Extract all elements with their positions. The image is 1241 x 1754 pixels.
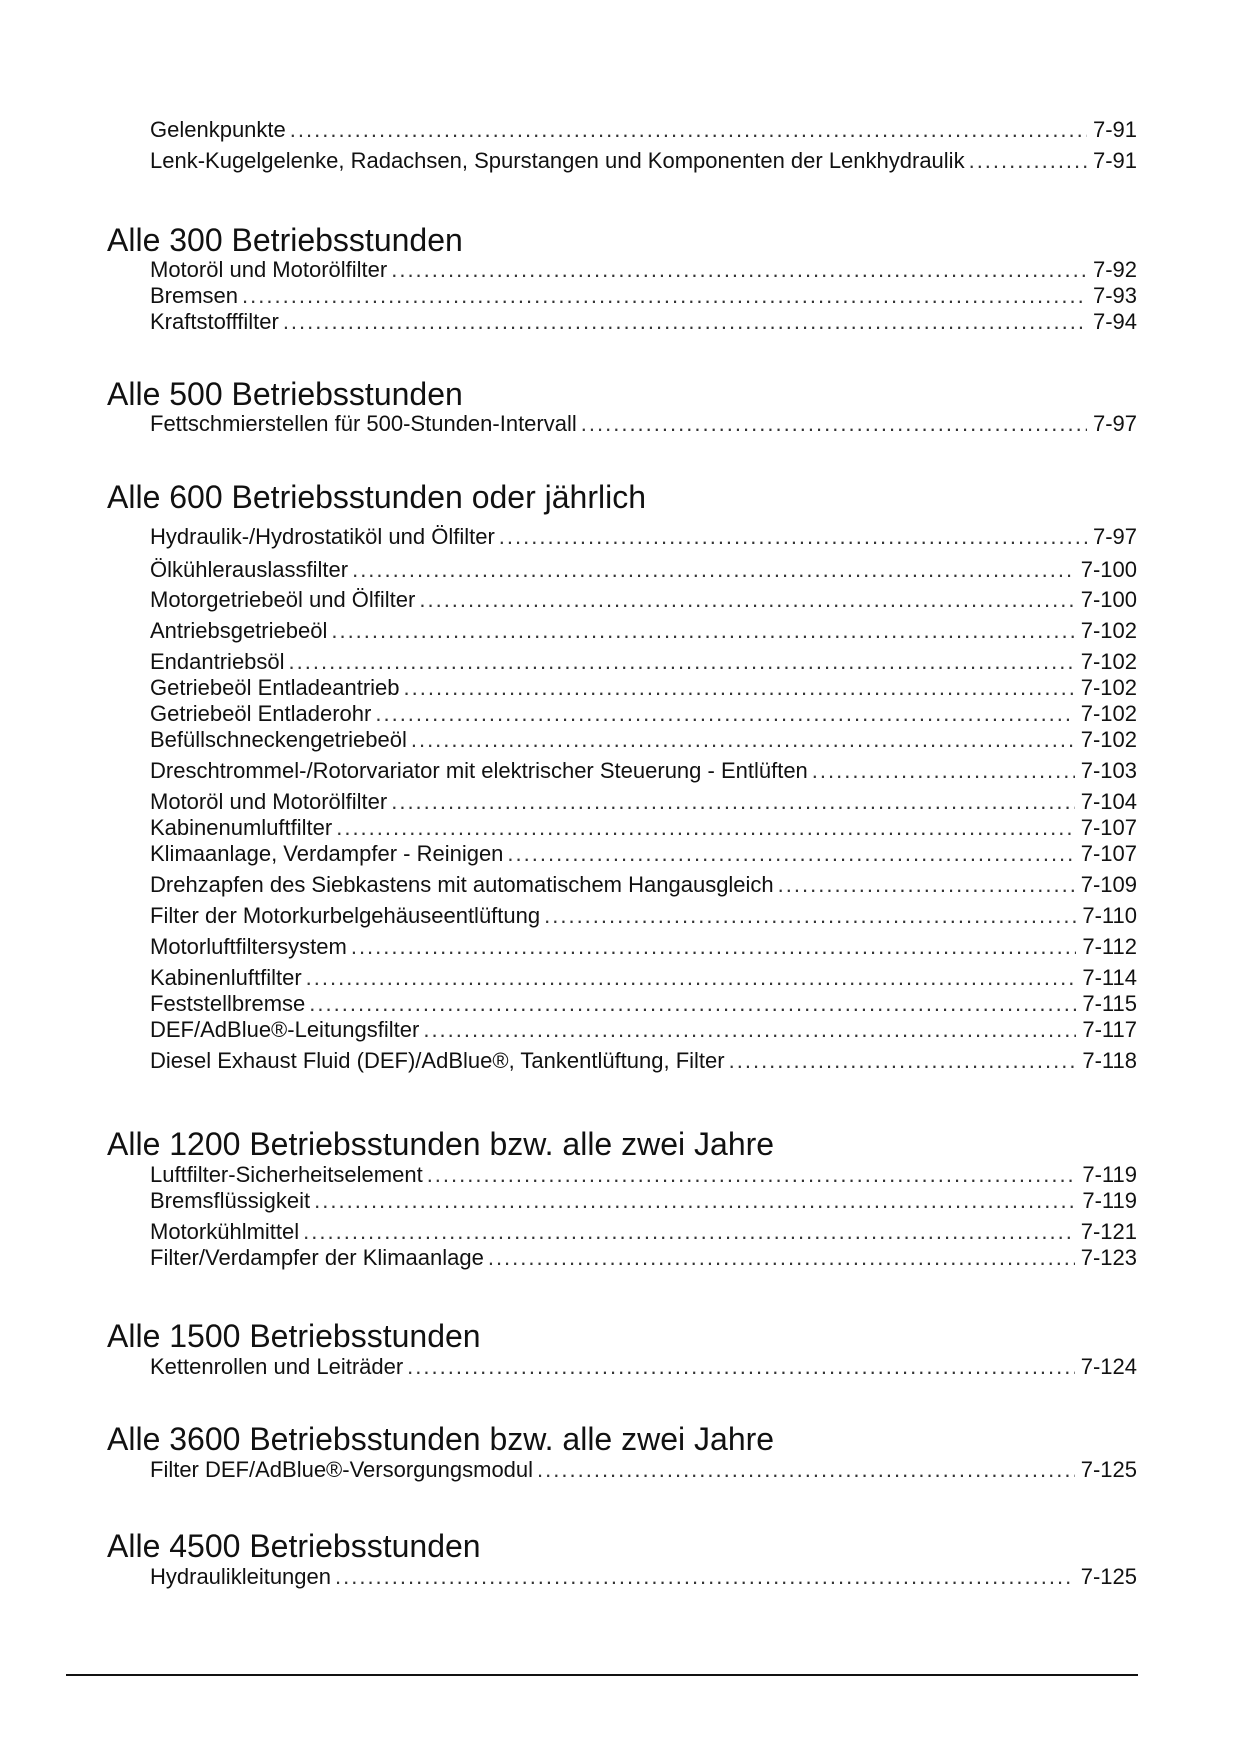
toc-entry-title: Motorkühlmittel <box>150 1219 300 1244</box>
toc-entry-title: Filter/Verdampfer der Klimaanlage <box>150 1245 484 1270</box>
toc-entry-title: Motoröl und Motorölfilter <box>150 789 388 814</box>
toc-entry[interactable] <box>150 524 1137 550</box>
toc-entry[interactable] <box>150 1457 1137 1483</box>
toc-entry[interactable] <box>150 283 1137 309</box>
toc-entry-page: 7-107 <box>1080 841 1137 866</box>
toc-entry[interactable] <box>150 701 1137 727</box>
dot-leader <box>309 991 1076 1017</box>
toc-entry-page: 7-93 <box>1092 283 1137 308</box>
section-title: Alle 1200 Betriebsstunden bzw. alle zwei Jahre <box>107 1126 775 1162</box>
dot-leader <box>289 649 1075 675</box>
toc-entry[interactable] <box>150 675 1137 701</box>
dot-leader <box>407 1354 1075 1380</box>
toc-entry-page: 7-100 <box>1080 587 1137 612</box>
toc-entry-page: 7-119 <box>1082 1162 1137 1187</box>
dot-leader <box>303 1219 1075 1245</box>
toc-entry[interactable] <box>150 872 1137 898</box>
toc-entry-page: 7-114 <box>1082 965 1137 990</box>
toc-entry-page: 7-103 <box>1080 758 1137 783</box>
toc-entry-title: Befüllschneckengetriebeöl <box>150 727 407 752</box>
toc-entry-page: 7-104 <box>1080 789 1137 814</box>
dot-leader <box>283 309 1087 335</box>
dot-leader <box>537 1457 1075 1483</box>
toc-entry-page: 7-97 <box>1092 411 1137 436</box>
toc-entry-title: Bremsen <box>150 283 239 308</box>
toc-entry-title: Fettschmierstellen für 500-Stunden-Intervall <box>150 411 577 436</box>
dot-leader <box>581 411 1087 437</box>
toc-entry-page: 7-102 <box>1080 701 1137 726</box>
toc-entry-title: Filter der Motorkurbelgehäuseentlüftung <box>150 903 541 928</box>
dot-leader <box>290 117 1087 143</box>
dot-leader <box>544 903 1076 929</box>
toc-entry[interactable] <box>150 1354 1137 1380</box>
toc-entry[interactable] <box>150 841 1137 867</box>
toc-entry[interactable] <box>150 1162 1137 1188</box>
toc-entry[interactable] <box>150 727 1137 753</box>
dot-leader <box>375 701 1074 727</box>
dot-leader <box>423 1017 1076 1043</box>
toc-entry-page: 7-94 <box>1092 309 1137 334</box>
toc-entry-page: 7-102 <box>1080 649 1137 674</box>
dot-leader <box>391 789 1075 815</box>
section-title: Alle 600 Betriebsstunden oder jährlich <box>107 479 646 515</box>
toc-entry-page: 7-102 <box>1080 675 1137 700</box>
section-title: Alle 500 Betriebsstunden <box>107 376 463 412</box>
toc-entry-page: 7-92 <box>1092 257 1137 282</box>
toc-entry-title: Drehzapfen des Siebkastens mit automatischem Hangausgleich <box>150 872 774 897</box>
toc-entry-title: Kabinenluftfilter <box>150 965 302 990</box>
toc-entry[interactable] <box>150 557 1137 583</box>
toc-entry-page: 7-110 <box>1082 903 1137 928</box>
toc-entry[interactable] <box>150 587 1137 613</box>
toc-entry-title: Getriebeöl Entladeantrieb <box>150 675 400 700</box>
toc-entry-title: Bremsflüssigkeit <box>150 1188 311 1213</box>
toc-entry[interactable] <box>150 411 1137 437</box>
toc-entry-title: Motoröl und Motorölfilter <box>150 257 388 282</box>
toc-entry-page: 7-100 <box>1080 557 1137 582</box>
toc-entry-title: Antriebsgetriebeöl <box>150 618 328 643</box>
toc-entry-page: 7-121 <box>1080 1219 1137 1244</box>
toc-entry[interactable] <box>150 618 1137 644</box>
toc-entry-title: Luftfilter-Sicherheitselement <box>150 1162 423 1187</box>
footer-divider <box>66 1674 1138 1676</box>
toc-entry[interactable] <box>150 1245 1137 1271</box>
toc-entry-page: 7-102 <box>1080 618 1137 643</box>
toc-entry-title: Filter DEF/AdBlue®-Versorgungsmodul <box>150 1457 534 1482</box>
toc-entry-page: 7-112 <box>1082 934 1137 959</box>
toc-entry-title: Getriebeöl Entladerohr <box>150 701 372 726</box>
toc-entry-page: 7-125 <box>1080 1564 1137 1589</box>
toc-entry-title: DEF/AdBlue®-Leitungsfilter <box>150 1017 420 1042</box>
toc-entry-title: Feststellbremse <box>150 991 306 1016</box>
toc-entry[interactable] <box>150 1048 1137 1074</box>
toc-entry[interactable] <box>150 148 1137 174</box>
dot-leader <box>331 618 1074 644</box>
dot-leader <box>411 727 1075 753</box>
toc-entry-page: 7-91 <box>1092 117 1137 142</box>
toc-entry-title: Hydraulikleitungen <box>150 1564 331 1589</box>
toc-entry-page: 7-119 <box>1082 1188 1137 1213</box>
dot-leader <box>391 257 1087 283</box>
toc-entry[interactable] <box>150 934 1137 960</box>
toc-entry[interactable] <box>150 1017 1137 1043</box>
toc-entry-page: 7-117 <box>1082 1017 1137 1042</box>
toc-entry-title: Kettenrollen und Leiträder <box>150 1354 404 1379</box>
toc-entry[interactable] <box>150 649 1137 675</box>
toc-entry[interactable] <box>150 758 1137 784</box>
toc-entry[interactable] <box>150 1564 1137 1590</box>
toc-entry-title: Kabinenumluftfilter <box>150 815 333 840</box>
dot-leader <box>427 1162 1077 1188</box>
dot-leader <box>242 283 1087 309</box>
dot-leader <box>314 1188 1076 1214</box>
toc-entry-title: Hydraulik-/Hydrostatiköl und Ölfilter <box>150 524 495 549</box>
section-title: Alle 1500 Betriebsstunden <box>107 1318 481 1354</box>
toc-entry-title: Kraftstofffilter <box>150 309 279 334</box>
section-title: Alle 4500 Betriebsstunden <box>107 1528 481 1564</box>
dot-leader <box>306 965 1077 991</box>
toc-entry[interactable] <box>150 309 1137 335</box>
toc-entry-page: 7-125 <box>1080 1457 1137 1482</box>
toc-entry-page: 7-123 <box>1080 1245 1137 1270</box>
toc-entry[interactable] <box>150 117 1137 143</box>
toc-entry-title: Lenk-Kugelgelenke, Radachsen, Spurstangen und Komponenten der Lenkhydraulik <box>150 148 965 173</box>
toc-entry-page: 7-115 <box>1082 991 1137 1016</box>
toc-entry-title: Motorgetriebeöl und Ölfilter <box>150 587 416 612</box>
dot-leader <box>729 1048 1077 1074</box>
section-title: Alle 3600 Betriebsstunden bzw. alle zwei Jahre <box>107 1421 775 1457</box>
dot-leader <box>419 587 1074 613</box>
toc-entry-title: Motorluftfiltersystem <box>150 934 347 959</box>
toc-entry-title: Ölkühlerauslassfilter <box>150 557 349 582</box>
toc-entry-page: 7-109 <box>1080 872 1137 897</box>
toc-entry[interactable] <box>150 1219 1137 1245</box>
toc-entry-page: 7-102 <box>1080 727 1137 752</box>
toc-entry-page: 7-118 <box>1082 1048 1137 1073</box>
dot-leader <box>352 557 1075 583</box>
toc-entry-page: 7-107 <box>1080 815 1137 840</box>
toc-entry-page: 7-97 <box>1092 524 1137 549</box>
toc-entry-page: 7-124 <box>1080 1354 1137 1379</box>
dot-leader <box>488 1245 1075 1271</box>
dot-leader <box>336 815 1075 841</box>
section-title: Alle 300 Betriebsstunden <box>107 222 463 258</box>
toc-entry[interactable] <box>150 789 1137 815</box>
dot-leader <box>404 675 1075 701</box>
toc-entry[interactable] <box>150 903 1137 929</box>
dot-leader <box>335 1564 1075 1590</box>
dot-leader <box>507 841 1074 867</box>
dot-leader <box>812 758 1075 784</box>
toc-entry-title: Gelenkpunkte <box>150 117 286 142</box>
dot-leader <box>499 524 1087 550</box>
dot-leader <box>351 934 1077 960</box>
toc-entry[interactable] <box>150 257 1137 283</box>
toc-entry[interactable] <box>150 965 1137 991</box>
toc-entry[interactable] <box>150 1188 1137 1214</box>
toc-entry[interactable] <box>150 991 1137 1017</box>
toc-entry-title: Dreschtrommel-/Rotorvariator mit elektrischer Steuerung - Entlüften <box>150 758 808 783</box>
toc-entry-title: Endantriebsöl <box>150 649 285 674</box>
toc-entry-title: Diesel Exhaust Fluid (DEF)/AdBlue®, Tankentlüftung, Filter <box>150 1048 725 1073</box>
toc-entry-title: Klimaanlage, Verdampfer - Reinigen <box>150 841 504 866</box>
dot-leader <box>778 872 1075 898</box>
toc-entry-page: 7-91 <box>1092 148 1137 173</box>
dot-leader <box>969 148 1087 174</box>
toc-entry[interactable] <box>150 815 1137 841</box>
